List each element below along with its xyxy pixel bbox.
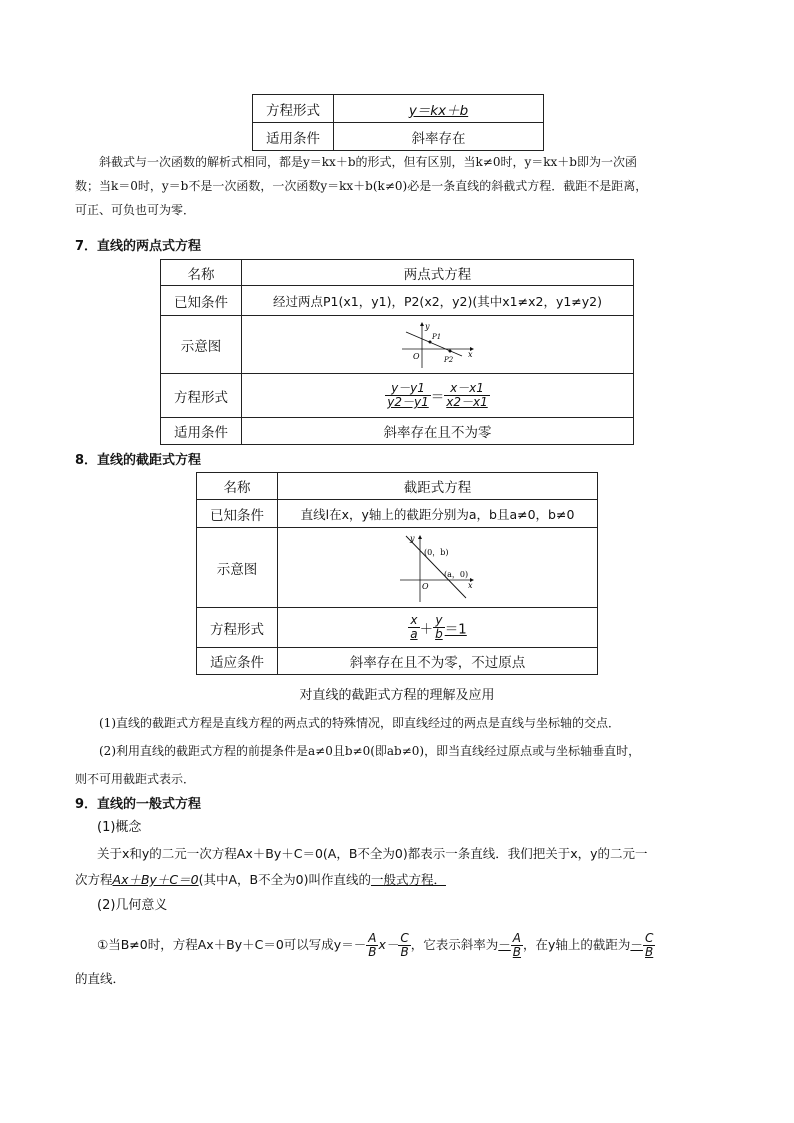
t8-diagram-label: 示意图 (197, 528, 278, 608)
t7-cond-value: 经过两点P1(x1，y1)，P2(x2，y2)(其中x1≠x2，y1≠y2) (242, 286, 634, 316)
frac-C-B (398, 932, 410, 959)
origin-label: O (412, 351, 420, 361)
p2-label: P2 (443, 355, 453, 364)
point-b-label: (0，b) (423, 547, 448, 557)
t7-name-value: 两点式方程 (242, 260, 634, 286)
t7-diagram-label: 示意图 (161, 316, 242, 374)
g-neg: － (498, 937, 511, 952)
table1-row2-value: 斜率存在 (334, 123, 544, 151)
table-slope-intercept (252, 94, 544, 151)
s9-line2-d: 一般式方程． (370, 872, 446, 887)
x-label: x (467, 349, 473, 359)
t8-name-value: 截距式方程 (278, 473, 598, 500)
fraction-y (385, 382, 430, 409)
frac-intercept (643, 932, 655, 959)
note1: (1)直线的截距式方程是直线方程的两点式的特殊情况，即直线经过的两点是直线与坐标轴的交点． (99, 716, 621, 730)
table1-row1-label: 方程形式 (253, 95, 334, 123)
fraction-x-a (408, 614, 419, 641)
t8-cond-value: 直线l在x，y轴上的截距分别为a，b且a≠0，b≠0 (278, 500, 598, 528)
table-intercept (196, 472, 598, 675)
section8-caption: 对直线的截距式方程的理解及应用 (299, 688, 495, 703)
t8-name-label: 名称 (197, 473, 278, 500)
frac-y-den: y2－y1 (387, 395, 429, 409)
y-label: y (409, 533, 415, 543)
t7-diagram-cell (242, 316, 634, 374)
point-a-label: (a，0) (443, 569, 468, 579)
frac-x-den: x2－x1 (446, 395, 488, 409)
section8-heading: 8．直线的截距式方程 (75, 453, 202, 468)
frac-slope-den: B (512, 945, 522, 959)
para1 (75, 150, 765, 222)
section7-heading: 7．直线的两点式方程 (75, 239, 202, 254)
frac-xa-den: a (410, 627, 418, 641)
p1-label: P1 (431, 332, 441, 341)
table1-row2-label: 适用条件 (253, 123, 334, 151)
frac-A-B (366, 932, 378, 959)
para1-line3: 可正、可负也可为零． (75, 203, 196, 217)
t7-apply-label: 适用条件 (161, 418, 242, 445)
origin-label: O (421, 581, 429, 591)
t7-name-label: 名称 (161, 260, 242, 286)
frac-slope-num: A (511, 932, 523, 946)
rhs-one: ＝1 (444, 621, 467, 638)
line (406, 533, 466, 598)
intercept-diagram (398, 532, 478, 604)
frac-intercept-num: C (644, 931, 654, 945)
sub1: (1)概念 (97, 820, 142, 835)
frac-A-den: B (368, 945, 377, 959)
y-label: y (424, 321, 430, 331)
t7-cond-label: 已知条件 (161, 286, 242, 316)
fraction-y-b (433, 614, 445, 641)
t8-apply-value: 斜率存在且不为零，不过原点 (278, 648, 598, 675)
sub2: (2)几何意义 (97, 898, 168, 913)
frac-yb-num: y (433, 614, 445, 628)
y-axis-arrow (418, 535, 422, 539)
note2-line2: 则不可用截距式表示． (75, 772, 196, 786)
t8-cond-label: 已知条件 (197, 500, 278, 528)
frac-yb-den: b (435, 627, 443, 641)
t7-form-value (242, 374, 634, 418)
s9-line2-a: 次方程 (75, 872, 113, 887)
section8-notes (75, 709, 775, 793)
s9-line2-c: (其中A，B不全为0)叫作直线的 (198, 872, 371, 887)
point-p2 (448, 349, 451, 352)
section9-heading: 9．直线的一般式方程 (75, 797, 202, 812)
g-x: x－ (378, 937, 399, 952)
x-label: x (467, 580, 473, 590)
section9-body (75, 815, 775, 919)
note2-line1: (2)利用直线的截距式方程的前提条件是a≠0且b≠0(即ab≠0)，即当直线经过原点或与坐标轴垂直时， (99, 744, 641, 758)
s9-line2-b: Ax＋By＋C＝0 (112, 872, 199, 887)
t7-apply-value: 斜率存在且不为零 (242, 418, 634, 445)
t8-form-value (278, 608, 598, 648)
t8-form-label: 方程形式 (197, 608, 278, 648)
two-point-diagram (398, 320, 478, 370)
frac-C-den: B (400, 945, 409, 959)
frac-xa-num: x (408, 614, 419, 628)
fraction-x (444, 382, 489, 409)
frac-slope (511, 932, 523, 959)
g-neg2: － (630, 937, 643, 952)
table1-row1-value: y＝kx＋b (334, 95, 544, 123)
g2: ，它表示斜率为 (410, 937, 499, 952)
equals-sign: ＝ (430, 389, 445, 406)
frac-C-num: C (400, 931, 409, 945)
t8-diagram-cell (278, 528, 598, 608)
t8-apply-label: 适应条件 (197, 648, 278, 675)
table-two-point (160, 259, 634, 445)
g3: ，在y轴上的截距为 (523, 937, 631, 952)
frac-A-num: A (366, 932, 378, 946)
frac-x-num: x－x1 (444, 382, 489, 396)
frac-intercept-den: B (645, 945, 654, 959)
g1: ①当B≠0时，方程Ax＋By＋C＝0可以写成y＝－ (97, 937, 367, 952)
geometric-meaning (97, 928, 777, 962)
frac-y-num: y－y1 (385, 382, 430, 396)
s9-line2 (75, 867, 775, 893)
para1-line2: 数；当k＝0时，y＝b不是一次函数，一次函数y＝kx＋b(k≠0)必是一条直线的斜截式方程．截距不是距离， (75, 179, 648, 193)
t7-form-label: 方程形式 (161, 374, 242, 418)
para1-line1: 斜截式与一次函数的解析式相同，都是y＝kx＋b的形式，但有区别，当k≠0时，y＝kx＋b即为一次函 (99, 155, 637, 169)
plus-sign: ＋ (419, 621, 434, 638)
s9-line1: 关于x和y的二元一次方程Ax＋By＋C＝0(A，B不全为0)都表示一条直线．我们把关于x，y的二元一 (97, 846, 648, 861)
y-axis-arrow (420, 322, 424, 326)
g4: 的直线． (75, 971, 126, 986)
